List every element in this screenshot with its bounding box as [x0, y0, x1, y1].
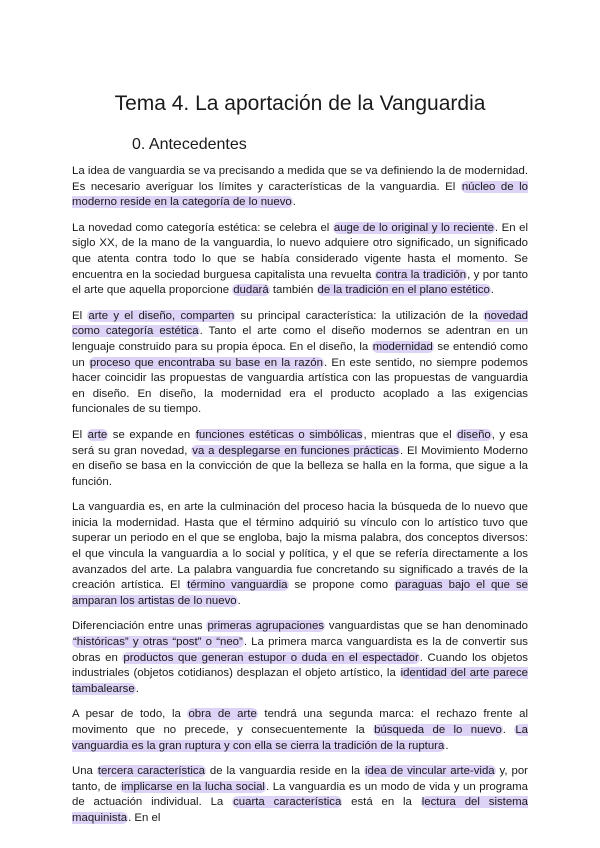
text-segment: . — [502, 724, 515, 736]
text-segment: La novedad como categoría estética: se celebra el — [72, 221, 333, 234]
text-segment: Una — [72, 765, 97, 778]
highlighted-text: auge de lo original y lo reciente — [333, 221, 494, 234]
text-segment: también — [269, 284, 317, 297]
text-segment: , y esa será su gran novedad, — [72, 428, 528, 457]
highlighted-text: identidad del arte parece tambalearse — [72, 667, 529, 695]
section-heading: 0. Antecedentes — [132, 136, 247, 153]
highlighted-text: diseño — [457, 428, 491, 441]
document-body — [72, 164, 528, 837]
text-segment: se entendió como un — [72, 340, 528, 369]
highlighted-text: obra de arte — [188, 708, 257, 721]
text-segment: Diferenciación entre unas — [72, 620, 207, 633]
text-segment: . Cuando los objetos industriales (objetos cotidianos) desplazan el objeto artístico, la — [72, 651, 528, 680]
text-segment: de la vanguardia reside en la — [205, 765, 365, 778]
text-segment: . — [292, 196, 296, 209]
paragraph — [72, 164, 528, 211]
text-segment: , y por tanto el arte que aquella proporcione — [72, 268, 528, 297]
text-segment: . En el — [128, 811, 161, 824]
text-segment: . — [445, 739, 449, 752]
text-segment: La vanguardia es, en arte la culminación del proceso hacia la búsqueda de lo nuevo que inicia la modernidad. Hasta que el término adquirió su vínculo con lo artístico tuvo que superar un periodo en el que se engloba, bajo la misma palabra, dos conceptos diversos: el que vincula la vanguardia a lo social y política, y el que se refería directamente a los avanzados del arte. La palabra vanguardia fue concretando su significado a través de la creación artística. El — [72, 501, 528, 592]
paragraph — [72, 619, 528, 697]
highlighted-text: modernidad — [372, 340, 433, 353]
highlighted-text: paraguas bajo el que se amparan los artistas de lo nuevo — [72, 579, 528, 607]
highlighted-text: “históricas” y otras “post” o “neo” — [73, 636, 243, 649]
paragraph — [72, 764, 528, 826]
highlighted-text: tercera característica — [97, 765, 205, 778]
text-segment: El — [72, 428, 87, 441]
highlighted-text: productos que generan estupor o duda en el espectador — [123, 651, 419, 664]
highlighted-text: novedad como categoría estética — [72, 309, 528, 338]
highlighted-text: de la tradición en el plano estético — [317, 284, 490, 297]
text-segment: y, por tanto, de — [72, 765, 528, 793]
text-segment: . — [135, 682, 139, 695]
paragraph — [72, 309, 528, 418]
page-title: Tema 4. La aportación de la Vanguardia — [114, 92, 486, 115]
highlighted-text: idea de vincular arte-vida — [365, 765, 495, 778]
text-segment: . La primera marca vanguardista es la de convertir sus obras en — [72, 636, 528, 664]
paragraph — [72, 428, 528, 490]
paragraph — [72, 221, 528, 299]
text-segment: se propone como — [288, 579, 395, 592]
highlighted-text: cuarta característica — [233, 796, 342, 809]
highlighted-text: va a desplegarse en funciones prácticas — [192, 444, 399, 457]
highlighted-text: proceso que encontraba su base en la razón — [89, 356, 323, 369]
highlighted-text: implicarse en la lucha social — [121, 780, 265, 793]
text-segment: . — [490, 284, 494, 297]
text-segment: su principal característica: la utilización de la — [235, 309, 484, 322]
highlighted-text: arte y el diseño, comparten — [88, 309, 235, 322]
text-segment: . En este sentido, no siempre podemos hacer coincidir las propuestas de vanguardia artística con las propuestas de vanguardia en diseño. En diseño, la modernidad era el producto acoplado a las exigencias funcionales de su tiempo. — [72, 356, 528, 416]
text-segment: tendrá una segunda marca: el rechazo frente al movimento que no precede, y consecuentemente la — [72, 708, 528, 736]
text-segment: . El Movimiento Moderno en diseño se basa en la convicción de que la belleza se halla en la forma, que sigue a la función. — [72, 444, 529, 488]
paragraph — [72, 500, 528, 609]
highlighted-text: término vanguardia — [187, 579, 288, 592]
text-segment: . La vanguardia es un modo de vida y un programa de actuación individual. La — [72, 780, 529, 809]
highlighted-text: funciones estéticas o simbólicas — [195, 428, 363, 441]
highlighted-text: contra la tradición — [375, 268, 467, 281]
text-segment: . — [237, 594, 241, 607]
text-segment: . En el siglo XX, de la mano de la vanguardia, lo nuevo adquiere otro significado, un significado que atenta contra todo lo que se había considerado vigente hasta el momento. Se encuentra en la sociedad burguesa capitalista una revuelta — [72, 221, 529, 281]
text-segment: vanguardistas que se han denominado — [325, 620, 528, 633]
highlighted-text: búsqueda de lo nuevo — [374, 724, 502, 736]
paragraph — [72, 707, 528, 754]
highlighted-text: primeras agrupaciones — [207, 620, 325, 633]
highlighted-text: núcleo de lo moderno reside en la categoría de lo nuevo — [72, 180, 528, 209]
highlighted-text: dudará — [233, 284, 269, 297]
text-segment: La idea de vanguardia se va precisando a medida que se va definiendo la de modernidad. Es necesario averiguar los límites y características de la vanguardia. El — [72, 165, 528, 193]
text-segment: , mientras que el — [363, 428, 457, 441]
text-segment: está en la — [342, 796, 421, 809]
highlighted-text: La vanguardia es la gran ruptura y con ella se cierra la tradición de la ruptura — [72, 724, 528, 752]
highlighted-text: lectura del sistema maquinista — [72, 796, 528, 824]
highlighted-text: arte — [87, 428, 108, 441]
text-segment: El — [72, 309, 88, 322]
text-segment: se expande en — [108, 428, 195, 441]
text-segment: . Tanto el arte como el diseño modernos se adentran en un lenguaje construido para su propia época. En el diseño, la — [72, 325, 528, 353]
text-segment: A pesar de todo, la — [72, 708, 188, 721]
